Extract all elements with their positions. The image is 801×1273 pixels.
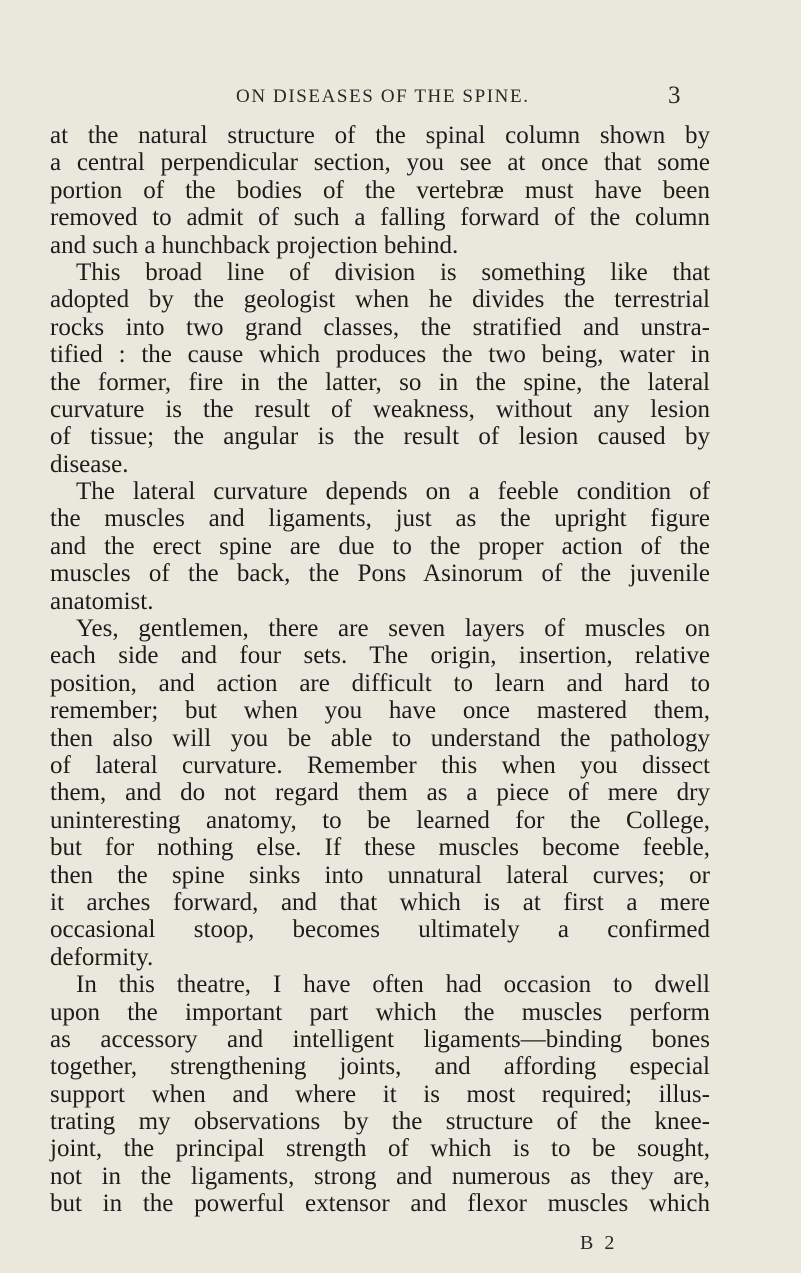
text-line: as accessory and intelligent ligaments—binding bones [50,1025,710,1053]
text-line: together, strengthening joints, and affording especial [50,1053,710,1081]
text-line: portion of the bodies of the vertebræ must have been [50,176,710,204]
text-line: Yes, gentlemen, there are seven layers of muscles on [76,615,710,643]
text-line: them, and do not regard them as a piece of mere dry [50,779,710,807]
text-line: it arches forward, and that which is at first a mere [50,888,710,916]
text-line: trating my observations by the structure of the knee- [50,1108,710,1136]
text-line: adopted by the geologist when he divides the terrestrial [50,286,710,314]
body-text [50,122,710,1218]
text-line: but for nothing else. If these muscles become feeble, [50,834,710,862]
text-line: occasional stoop, becomes ultimately a confirmed [50,916,710,944]
text-line: a central perpendicular section, you see at once that some [50,149,710,177]
text-line: then the spine sinks into unnatural lateral curves; or [50,861,710,889]
text-line: the muscles and ligaments, just as the upright figure [50,505,710,533]
text-line: anatomist. [50,587,154,615]
running-title: ON DISEASES OF THE SPINE. [236,86,530,107]
text-line: support when and where it is most required; illus- [50,1080,710,1108]
page-number: 3 [668,82,681,109]
text-line: rocks into two grand classes, the stratified and unstra- [50,313,710,341]
text-line: of lateral curvature. Remember this when you dissect [50,751,710,779]
text-line: joint, the principal strength of which is to be sought, [50,1135,710,1163]
text-line: This broad line of division is something like that [76,258,710,286]
text-line: upon the important part which the muscles perform [50,998,710,1026]
text-line: of tissue; the angular is the result of lesion caused by [50,423,710,451]
text-line: and such a hunchback projection behind. [50,231,459,259]
text-line: but in the powerful extensor and flexor muscles which [50,1190,710,1218]
signature-mark: B 2 [580,1232,618,1254]
text-line: not in the ligaments, strong and numerous as they are, [50,1162,710,1190]
text-line: removed to admit of such a falling forward of the column [50,204,710,232]
text-line: tified : the cause which produces the two being, water in [50,341,710,369]
text-line: uninteresting anatomy, to be learned for the College, [50,806,710,834]
text-line: and the erect spine are due to the proper action of the [50,532,710,560]
running-head [0,82,801,110]
text-line: muscles of the back, the Pons Asinorum of the juvenile [50,560,710,588]
text-line: then also will you be able to understand the pathology [50,724,710,752]
text-line: at the natural structure of the spinal column shown by [50,122,710,149]
text-line: each side and four sets. The origin, insertion, relative [50,642,710,670]
text-line: curvature is the result of weakness, without any lesion [50,395,710,423]
text-line: deformity. [50,943,154,971]
text-line: disease. [50,450,129,478]
text-line: In this theatre, I have often had occasion to dwell [76,971,710,999]
text-line: the former, fire in the latter, so in the spine, the lateral [50,368,710,396]
text-line: The lateral curvature depends on a feeble condition of [76,478,710,506]
text-line: remember; but when you have once mastered them, [50,697,710,725]
text-line: position, and action are difficult to learn and hard to [50,669,710,697]
